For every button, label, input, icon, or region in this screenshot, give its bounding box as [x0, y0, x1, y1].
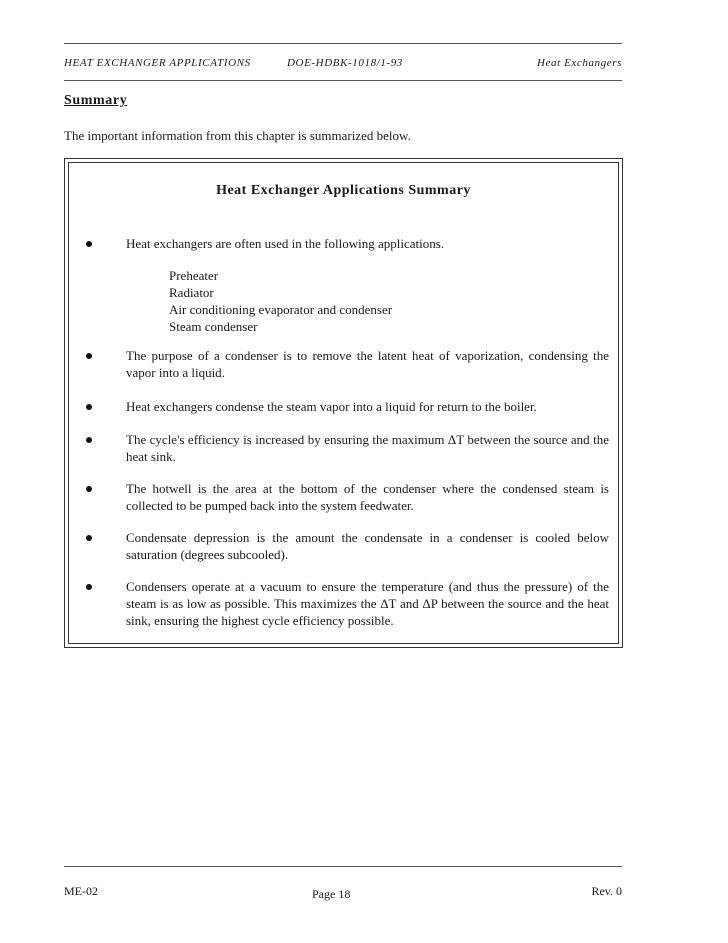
bullet-icon	[86, 241, 92, 247]
bullet-icon	[86, 486, 92, 492]
section-intro: The important information from this chapter is summarized below.	[64, 128, 411, 143]
footer-page-number: Page 18	[312, 887, 351, 901]
bullet-icon	[86, 584, 92, 590]
summary-box	[64, 158, 623, 648]
bullet-icon	[86, 404, 92, 410]
summary-item: Condensate depression is the amount the condensate in a condenser is cooled below saturation (degrees subcooled).	[126, 530, 609, 562]
application-item: Radiator	[169, 285, 214, 300]
bullet-icon	[86, 535, 92, 541]
application-list	[169, 267, 392, 335]
header-module-title: Heat Exchangers	[536, 57, 622, 69]
header-bottom-rule	[64, 80, 622, 81]
summary-item: The purpose of a condenser is to remove the latent heat of vaporization, condensing the vapor into a liquid.	[126, 348, 609, 380]
summary-box-inner-border	[68, 162, 619, 644]
bullet-icon	[86, 437, 92, 443]
section-title: Summary	[64, 93, 128, 108]
application-item: Steam condenser	[169, 319, 258, 334]
summary-box-title: Heat Exchanger Applications Summary	[216, 183, 471, 198]
header-document-number: DOE-HDBK-1018/1-93	[287, 57, 403, 69]
bullet-icon	[86, 353, 92, 359]
application-item: Air conditioning evaporator and condenser	[169, 302, 393, 317]
footer-rule	[64, 866, 622, 867]
header-chapter-title: HEAT EXCHANGER APPLICATIONS	[64, 57, 251, 69]
summary-item: Condensers operate at a vacuum to ensure the temperature (and thus the pressure) of the steam is as low as possible. This maximizes the ΔT and ΔP between the source and the heat sink, ensuring the highest cycle efficiency possible.	[126, 579, 609, 628]
summary-item: Heat exchangers are often used in the following applications.	[126, 236, 445, 251]
footer-revision: Rev. 0	[591, 884, 622, 898]
header-top-rule	[64, 43, 622, 44]
summary-item: The hotwell is the area at the bottom of the condenser where the condensed steam is collected to be pumped back into the system feedwater.	[126, 481, 609, 513]
application-item: Preheater	[169, 268, 219, 283]
summary-item: Heat exchangers condense the steam vapor into a liquid for return to the boiler.	[126, 399, 537, 414]
summary-item: The cycle's efficiency is increased by ensuring the maximum ΔT between the source and the heat sink.	[126, 432, 609, 464]
footer-module-code: ME-02	[64, 884, 98, 898]
